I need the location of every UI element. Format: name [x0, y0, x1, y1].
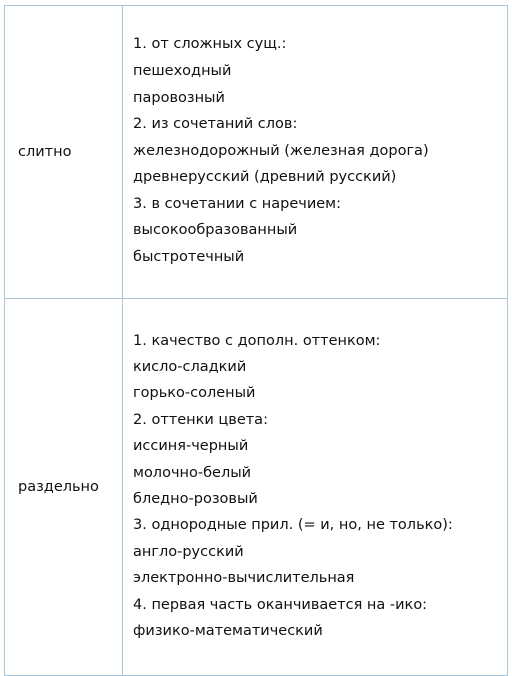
spelling-rules-table — [4, 5, 508, 676]
group-heading: 2. оттенки цвета: — [133, 411, 268, 428]
example-word: железнодорожный (железная дорога) — [133, 142, 429, 159]
example-word: молочно-белый — [133, 464, 252, 481]
rule-content-solid — [123, 6, 508, 299]
example-word: быстротечный — [133, 249, 245, 266]
rule-row-solid — [5, 6, 508, 299]
example-word: горько-соленый — [133, 385, 256, 402]
rule-row-separate — [5, 299, 508, 676]
example-word: кисло-сладкий — [133, 358, 247, 375]
example-word: высокообразованный — [133, 222, 298, 239]
example-word: физико-математический — [133, 623, 323, 640]
example-word: электронно-вычислительная — [133, 570, 355, 587]
rule-label-separate: раздельно — [5, 299, 123, 676]
example-word: иссиня-черный — [133, 438, 249, 455]
example-word: пешеходный — [133, 62, 232, 79]
example-word: паровозный — [133, 89, 225, 106]
rule-label-solid: слитно — [5, 6, 123, 299]
group-heading: 3. в сочетании с наречием: — [133, 195, 342, 212]
group-heading: 1. качество с дополн. оттенком: — [133, 332, 381, 349]
group-heading: 1. от сложных сущ.: — [133, 36, 287, 53]
rule-content-separate — [123, 299, 508, 676]
example-word: бледно-розовый — [133, 491, 258, 507]
example-word: англо-русский — [133, 543, 244, 560]
group-heading: 3. однородные прил. (= и, но, не только): — [133, 517, 453, 534]
group-heading: 4. первая часть оканчивается на -ико: — [133, 596, 428, 613]
example-word: древнерусский (древний русский) — [133, 169, 397, 186]
group-heading: 2. из сочетаний слов: — [133, 116, 298, 133]
